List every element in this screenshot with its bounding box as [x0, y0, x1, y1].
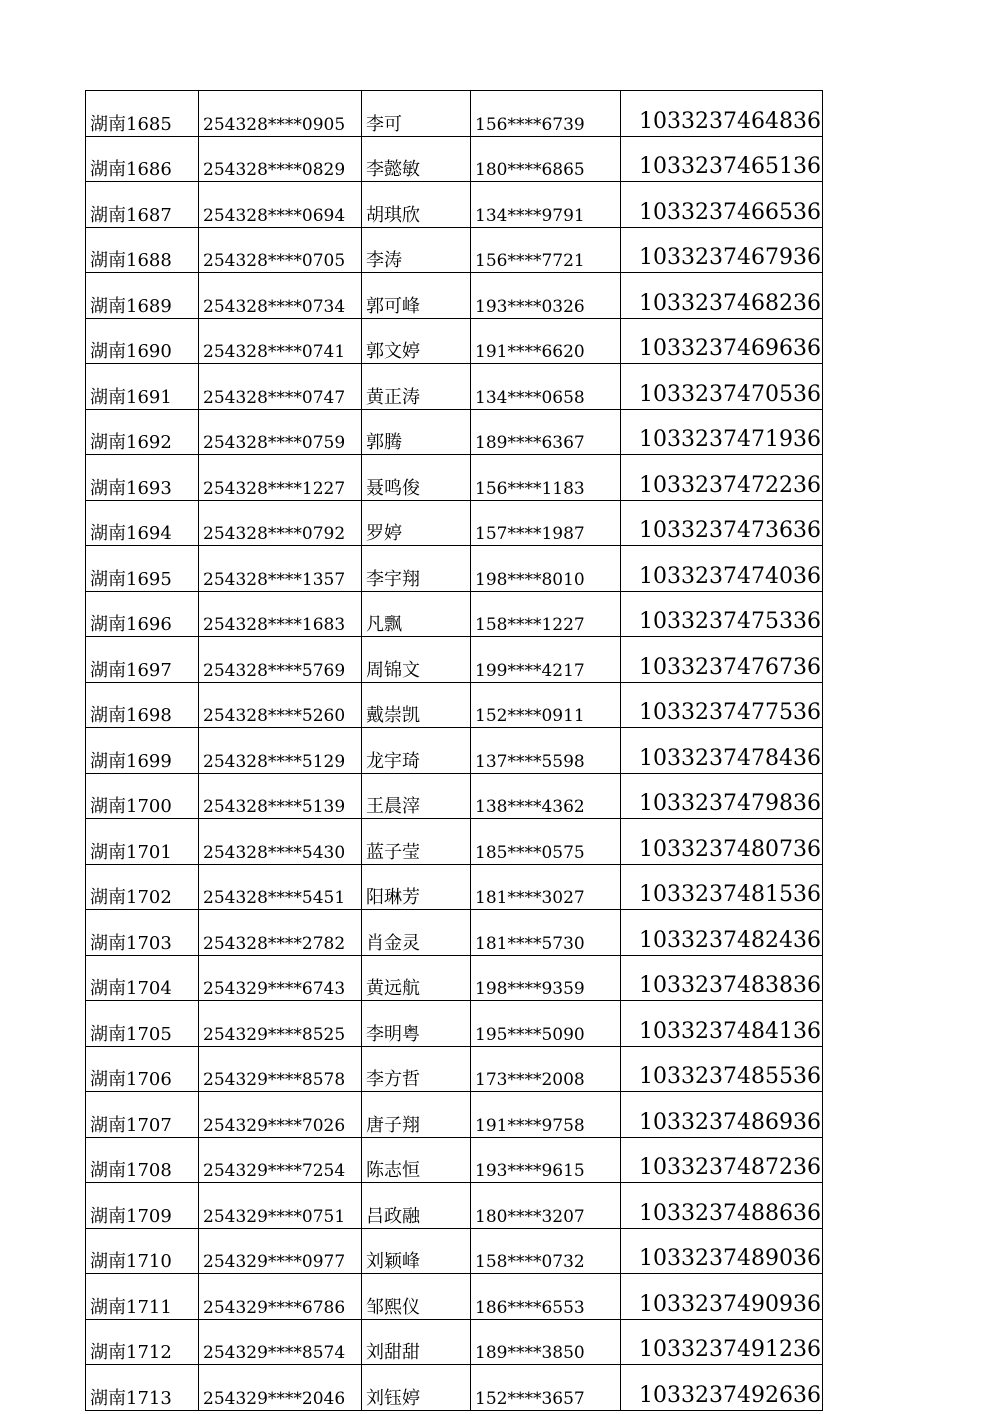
region-code-cell: 湖南1708	[86, 1137, 199, 1183]
id-number-cell: 254329****2046	[199, 1365, 362, 1411]
name-cell: 罗婷	[362, 500, 471, 546]
ticket-number-cell: 1033237473636	[621, 500, 823, 546]
id-number-cell: 254328****5139	[199, 773, 362, 819]
ticket-number-cell: 1033237467936	[621, 227, 823, 273]
phone-cell: 158****0732	[471, 1228, 621, 1274]
id-number-cell: 254328****5451	[199, 864, 362, 910]
phone-cell: 180****3207	[471, 1183, 621, 1229]
name-cell: 王晨滓	[362, 773, 471, 819]
id-number-cell: 254328****2782	[199, 910, 362, 956]
id-number-cell: 254329****0751	[199, 1183, 362, 1229]
region-code-cell: 湖南1697	[86, 637, 199, 683]
table-row	[86, 1228, 823, 1274]
table-row	[86, 500, 823, 546]
phone-cell: 157****1987	[471, 500, 621, 546]
name-cell: 李方哲	[362, 1046, 471, 1092]
phone-cell: 152****0911	[471, 682, 621, 728]
table-row	[86, 591, 823, 637]
region-code-cell: 湖南1712	[86, 1319, 199, 1365]
name-cell: 邹熙仪	[362, 1274, 471, 1320]
ticket-number-cell: 1033237490936	[621, 1274, 823, 1320]
name-cell: 吕政融	[362, 1183, 471, 1229]
phone-cell: 198****8010	[471, 546, 621, 592]
table-row	[86, 546, 823, 592]
phone-cell: 199****4217	[471, 637, 621, 683]
id-number-cell: 254328****1683	[199, 591, 362, 637]
phone-cell: 156****1183	[471, 455, 621, 501]
phone-cell: 189****3850	[471, 1319, 621, 1365]
name-cell: 郭腾	[362, 409, 471, 455]
ticket-number-cell: 1033237484136	[621, 1001, 823, 1047]
name-cell: 李懿敏	[362, 136, 471, 182]
ticket-number-cell: 1033237466536	[621, 182, 823, 228]
ticket-number-cell: 1033237491236	[621, 1319, 823, 1365]
id-number-cell: 254329****7026	[199, 1092, 362, 1138]
region-code-cell: 湖南1707	[86, 1092, 199, 1138]
ticket-number-cell: 1033237476736	[621, 637, 823, 683]
id-number-cell: 254328****1227	[199, 455, 362, 501]
table-row	[86, 819, 823, 865]
name-cell: 刘颖峰	[362, 1228, 471, 1274]
region-code-cell: 湖南1689	[86, 273, 199, 319]
ticket-number-cell: 1033237478436	[621, 728, 823, 774]
ticket-number-cell: 1033237465136	[621, 136, 823, 182]
id-number-cell: 254328****5129	[199, 728, 362, 774]
phone-cell: 189****6367	[471, 409, 621, 455]
ticket-number-cell: 1033237480736	[621, 819, 823, 865]
id-number-cell: 254328****0829	[199, 136, 362, 182]
id-number-cell: 254329****8578	[199, 1046, 362, 1092]
ticket-number-cell: 1033237468236	[621, 273, 823, 319]
region-code-cell: 湖南1705	[86, 1001, 199, 1047]
region-code-cell: 湖南1701	[86, 819, 199, 865]
table-row	[86, 728, 823, 774]
ticket-number-cell: 1033237487236	[621, 1137, 823, 1183]
name-cell: 黄正涛	[362, 364, 471, 410]
table-row	[86, 364, 823, 410]
name-cell: 郭可峰	[362, 273, 471, 319]
phone-cell: 173****2008	[471, 1046, 621, 1092]
id-number-cell: 254328****0705	[199, 227, 362, 273]
phone-cell: 191****9758	[471, 1092, 621, 1138]
name-cell: 刘甜甜	[362, 1319, 471, 1365]
phone-cell: 152****3657	[471, 1365, 621, 1411]
table-row	[86, 1137, 823, 1183]
ticket-number-cell: 1033237488636	[621, 1183, 823, 1229]
table-row	[86, 864, 823, 910]
region-code-cell: 湖南1694	[86, 500, 199, 546]
ticket-number-cell: 1033237469636	[621, 318, 823, 364]
region-code-cell: 湖南1710	[86, 1228, 199, 1274]
region-code-cell: 湖南1704	[86, 955, 199, 1001]
phone-cell: 191****6620	[471, 318, 621, 364]
name-cell: 聂鸣俊	[362, 455, 471, 501]
phone-cell: 193****0326	[471, 273, 621, 319]
name-cell: 阳琳芳	[362, 864, 471, 910]
id-number-cell: 254329****8525	[199, 1001, 362, 1047]
region-code-cell: 湖南1709	[86, 1183, 199, 1229]
ticket-number-cell: 1033237483836	[621, 955, 823, 1001]
id-number-cell: 254329****0977	[199, 1228, 362, 1274]
id-number-cell: 254328****0734	[199, 273, 362, 319]
id-number-cell: 254328****0792	[199, 500, 362, 546]
table-row	[86, 1001, 823, 1047]
table-row	[86, 1092, 823, 1138]
phone-cell: 138****4362	[471, 773, 621, 819]
region-code-cell: 湖南1688	[86, 227, 199, 273]
region-code-cell: 湖南1702	[86, 864, 199, 910]
name-cell: 陈志恒	[362, 1137, 471, 1183]
ticket-number-cell: 1033237485536	[621, 1046, 823, 1092]
table-row	[86, 773, 823, 819]
id-number-cell: 254329****6786	[199, 1274, 362, 1320]
region-code-cell: 湖南1699	[86, 728, 199, 774]
roster-table	[85, 90, 823, 1411]
region-code-cell: 湖南1711	[86, 1274, 199, 1320]
phone-cell: 185****0575	[471, 819, 621, 865]
phone-cell: 186****6553	[471, 1274, 621, 1320]
region-code-cell: 湖南1706	[86, 1046, 199, 1092]
region-code-cell: 湖南1698	[86, 682, 199, 728]
table-row	[86, 1274, 823, 1320]
ticket-number-cell: 1033237492636	[621, 1365, 823, 1411]
roster-table-body	[86, 91, 823, 1411]
ticket-number-cell: 1033237472236	[621, 455, 823, 501]
region-code-cell: 湖南1693	[86, 455, 199, 501]
table-row	[86, 1319, 823, 1365]
table-row	[86, 227, 823, 273]
table-row	[86, 91, 823, 137]
name-cell: 李宇翔	[362, 546, 471, 592]
id-number-cell: 254329****6743	[199, 955, 362, 1001]
name-cell: 李明粤	[362, 1001, 471, 1047]
phone-cell: 180****6865	[471, 136, 621, 182]
table-row	[86, 1365, 823, 1411]
table-row	[86, 910, 823, 956]
ticket-number-cell: 1033237471936	[621, 409, 823, 455]
table-row	[86, 273, 823, 319]
name-cell: 黄远航	[362, 955, 471, 1001]
ticket-number-cell: 1033237486936	[621, 1092, 823, 1138]
name-cell: 周锦文	[362, 637, 471, 683]
id-number-cell: 254328****5769	[199, 637, 362, 683]
ticket-number-cell: 1033237474036	[621, 546, 823, 592]
ticket-number-cell: 1033237464836	[621, 91, 823, 137]
phone-cell: 158****1227	[471, 591, 621, 637]
ticket-number-cell: 1033237479836	[621, 773, 823, 819]
id-number-cell: 254328****0747	[199, 364, 362, 410]
name-cell: 刘钰婷	[362, 1365, 471, 1411]
table-row	[86, 637, 823, 683]
region-code-cell: 湖南1686	[86, 136, 199, 182]
id-number-cell: 254328****0741	[199, 318, 362, 364]
phone-cell: 181****5730	[471, 910, 621, 956]
name-cell: 凡飘	[362, 591, 471, 637]
name-cell: 戴崇凯	[362, 682, 471, 728]
id-number-cell: 254328****5260	[199, 682, 362, 728]
name-cell: 唐子翔	[362, 1092, 471, 1138]
phone-cell: 134****0658	[471, 364, 621, 410]
region-code-cell: 湖南1685	[86, 91, 199, 137]
table-row	[86, 955, 823, 1001]
id-number-cell: 254328****5430	[199, 819, 362, 865]
id-number-cell: 254329****7254	[199, 1137, 362, 1183]
phone-cell: 156****7721	[471, 227, 621, 273]
name-cell: 郭文婷	[362, 318, 471, 364]
table-row	[86, 318, 823, 364]
phone-cell: 134****9791	[471, 182, 621, 228]
region-code-cell: 湖南1713	[86, 1365, 199, 1411]
id-number-cell: 254328****1357	[199, 546, 362, 592]
region-code-cell: 湖南1692	[86, 409, 199, 455]
region-code-cell: 湖南1690	[86, 318, 199, 364]
phone-cell: 198****9359	[471, 955, 621, 1001]
table-row	[86, 682, 823, 728]
phone-cell: 156****6739	[471, 91, 621, 137]
table-row	[86, 136, 823, 182]
name-cell: 肖金灵	[362, 910, 471, 956]
id-number-cell: 254328****0905	[199, 91, 362, 137]
region-code-cell: 湖南1696	[86, 591, 199, 637]
region-code-cell: 湖南1700	[86, 773, 199, 819]
ticket-number-cell: 1033237470536	[621, 364, 823, 410]
name-cell: 李可	[362, 91, 471, 137]
name-cell: 蓝子莹	[362, 819, 471, 865]
table-row	[86, 455, 823, 501]
name-cell: 龙宇琦	[362, 728, 471, 774]
table-row	[86, 1183, 823, 1229]
phone-cell: 195****5090	[471, 1001, 621, 1047]
id-number-cell: 254328****0759	[199, 409, 362, 455]
region-code-cell: 湖南1703	[86, 910, 199, 956]
id-number-cell: 254329****8574	[199, 1319, 362, 1365]
table-row	[86, 182, 823, 228]
ticket-number-cell: 1033237489036	[621, 1228, 823, 1274]
table-row	[86, 1046, 823, 1092]
id-number-cell: 254328****0694	[199, 182, 362, 228]
phone-cell: 181****3027	[471, 864, 621, 910]
phone-cell: 193****9615	[471, 1137, 621, 1183]
region-code-cell: 湖南1695	[86, 546, 199, 592]
name-cell: 胡琪欣	[362, 182, 471, 228]
phone-cell: 137****5598	[471, 728, 621, 774]
ticket-number-cell: 1033237481536	[621, 864, 823, 910]
ticket-number-cell: 1033237477536	[621, 682, 823, 728]
table-row	[86, 409, 823, 455]
ticket-number-cell: 1033237482436	[621, 910, 823, 956]
name-cell: 李涛	[362, 227, 471, 273]
region-code-cell: 湖南1687	[86, 182, 199, 228]
ticket-number-cell: 1033237475336	[621, 591, 823, 637]
region-code-cell: 湖南1691	[86, 364, 199, 410]
